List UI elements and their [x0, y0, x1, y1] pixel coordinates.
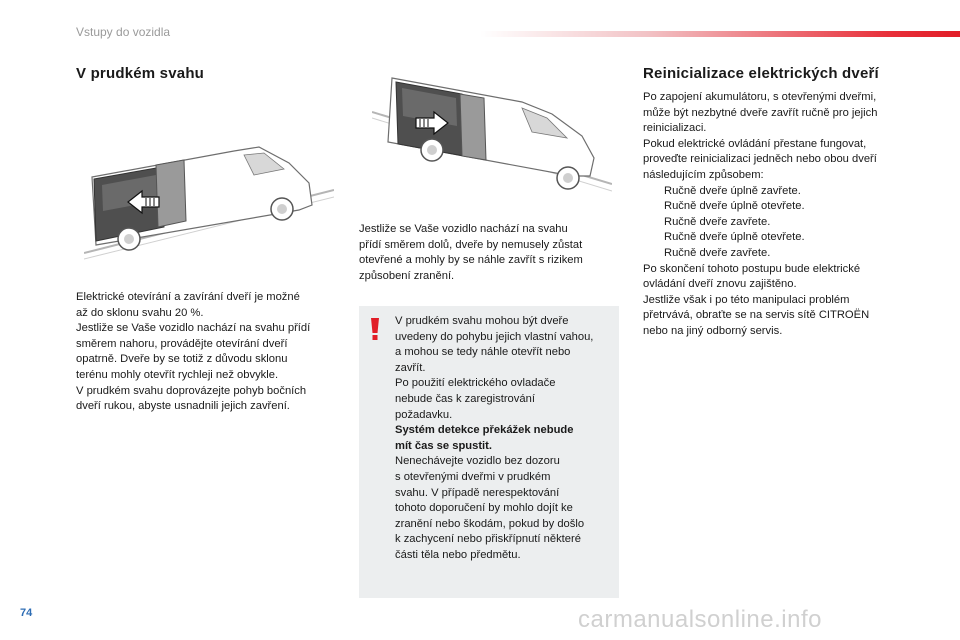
- warning-text: [395, 314, 617, 564]
- bullet-icon: [643, 230, 664, 246]
- left-text-line: opatrně. Dveře by se totiž z důvodu sklonu: [76, 353, 288, 366]
- warning-line: zranění nebo škodám, pokud by došlo: [395, 517, 585, 530]
- right-text-line: může být nezbytné dveře zavřít ručně pro jejich: [643, 106, 878, 119]
- warning-line: V prudkém svahu mohou být dveře: [395, 315, 569, 327]
- middle-text-line: způsobení zranění.: [359, 269, 455, 282]
- right-text-line: Pokud elektrické ovládání přestane fungovat,: [643, 137, 867, 150]
- middle-text-line: otevřené a mohly by se náhle zavřít s rizikem: [359, 254, 583, 267]
- right-text-line: reinicializaci.: [643, 122, 707, 135]
- step-text: Ručně dveře úplně otevřete.: [664, 200, 805, 213]
- step-text: Ručně dveře zavřete.: [664, 215, 771, 228]
- left-section-title: V prudkém svahu: [76, 65, 205, 82]
- warning-line: k zachycení nebo přiskřípnutí některé: [395, 533, 581, 546]
- right-text-line: následujícím způsobem:: [643, 168, 764, 181]
- right-text-line: proveďte reinicializaci jedněch nebo obou dveří: [643, 153, 877, 166]
- left-text-line: Jestliže se Vaše vozidlo nachází na svahu přídí: [76, 322, 311, 335]
- step-item: [643, 215, 915, 231]
- warning-line: svahu. V případě nerespektování: [395, 486, 560, 499]
- warning-line: nebude čas k zaregistrování: [395, 392, 535, 405]
- header-section-name: Vstupy do vozidla: [76, 25, 171, 39]
- warning-line: a mohou se tedy náhle otevřít nebo: [395, 346, 571, 359]
- step-text: Ručně dveře úplně otevřete.: [664, 231, 805, 244]
- step-item: [643, 184, 915, 200]
- left-text-line: dveří rukou, abyste usnadnili jejich zavření.: [76, 400, 290, 413]
- warning-line: požadavku.: [395, 408, 453, 421]
- warning-line: zavřít.: [395, 361, 426, 374]
- left-text-line: Elektrické otevírání a zavírání dveří je možné: [76, 291, 300, 303]
- right-text-line: Po zapojení akumulátoru, s otevřenými dveřmi,: [643, 91, 877, 103]
- warning-bold-line: mít čas se spustit.: [395, 439, 492, 452]
- step-item: [643, 199, 915, 215]
- header-accent-bar: [480, 31, 960, 37]
- step-text: Ručně dveře zavřete.: [664, 246, 771, 259]
- right-text-line: přetrvává, obraťte se na servis sítě CITROËN: [643, 309, 870, 322]
- step-item: [643, 230, 915, 246]
- exclamation-warning-icon: [369, 318, 381, 340]
- middle-text-line: přídí směrem dolů, dveře by nemusely zůstat: [359, 238, 583, 251]
- warning-line: Nenechávejte vozidlo bez dozoru: [395, 455, 560, 468]
- bullet-icon: [643, 246, 664, 262]
- watermark: carmanualsonline.info: [578, 606, 822, 633]
- left-text-line: V prudkém svahu doprovázejte pohyb bočních: [76, 384, 307, 397]
- bullet-icon: [643, 215, 664, 231]
- right-text-line: ovládání dveří znovu zajištěno.: [643, 278, 797, 291]
- left-text-line: směrem nahoru, provádějte otevírání dveří: [76, 337, 288, 350]
- left-text-line: terénu mohly otevřít rychleji než obvykle.: [76, 368, 279, 381]
- step-item: [643, 246, 915, 262]
- left-text-line: až do sklonu svahu 20 %.: [76, 306, 204, 319]
- page-number: 74: [20, 607, 33, 619]
- right-paragraph: [643, 90, 915, 340]
- warning-line: Po použití elektrického ovladače: [395, 377, 556, 390]
- right-text-line: Jestliže však i po této manipulaci problém: [643, 293, 850, 306]
- middle-paragraph: [359, 222, 619, 284]
- warning-line: tohoto doporučení by mohlo dojít ke: [395, 502, 573, 515]
- van-downhill-illustration: [372, 72, 612, 197]
- warning-bold-line: Systém detekce překážek nebude: [395, 424, 574, 437]
- right-text-line: nebo na jiný odborný servis.: [643, 324, 783, 337]
- right-text-line: Po skončení tohoto postupu bude elektrické: [643, 262, 861, 275]
- middle-text-line: Jestliže se Vaše vozidlo nachází na svahu: [359, 223, 568, 235]
- bullet-icon: [643, 199, 664, 215]
- warning-line: s otevřenými dveřmi v prudkém: [395, 470, 551, 483]
- left-paragraph: [76, 290, 341, 415]
- right-section-title: Reinicializace elektrických dveří: [643, 65, 879, 82]
- step-text: Ručně dveře úplně zavřete.: [664, 184, 801, 197]
- van-uphill-illustration: [84, 135, 334, 260]
- bullet-icon: [643, 184, 664, 200]
- warning-line: uvedeny do pohybu jejich vlastní vahou,: [395, 330, 594, 343]
- warning-line: části těla nebo předmětu.: [395, 548, 521, 561]
